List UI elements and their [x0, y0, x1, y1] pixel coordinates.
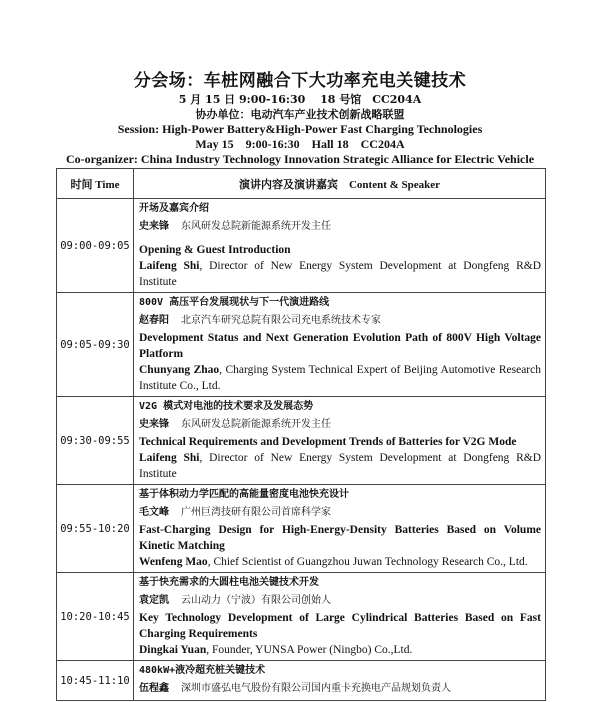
- table-row: [57, 573, 546, 661]
- column-header-time: 时间 Time: [57, 169, 134, 199]
- session-header: [0, 70, 600, 167]
- session-date-zh: 5 月 15 日 9:00-16:30 18 号馆 CC204A: [178, 93, 422, 106]
- talk-title-en: Key Technology Development of Large Cylindrical Batteries Based on Fast Charging Requirements: [139, 612, 541, 640]
- talk-title-en: Fast-Charging Design for High-Energy-Density Batteries Based on Volume Kinetic Matching: [139, 524, 541, 552]
- table-row: [57, 199, 546, 293]
- talk-title-zh: 开场及嘉宾介绍: [139, 203, 209, 214]
- row-time: 10:20-10:45: [57, 573, 134, 661]
- speaker-en: [139, 362, 541, 394]
- speaker-name-zh: 伍程鑫: [139, 683, 169, 694]
- row-content: [134, 573, 546, 661]
- session-title-en: Session: High-Power Battery&High-Power Fast Charging Technologies: [117, 122, 483, 136]
- row-content: [134, 485, 546, 573]
- speaker-zh: [139, 416, 541, 434]
- speaker-zh: [139, 312, 541, 330]
- speaker-en: [139, 642, 541, 658]
- talk-title-en: Opening & Guest Introduction: [139, 244, 291, 256]
- row-content: [134, 293, 546, 397]
- session-title-zh: 分会场：车桩网融合下大功率充电关键技术: [133, 71, 467, 91]
- speaker-zh: [139, 680, 541, 698]
- speaker-en: [139, 258, 541, 290]
- row-time: 09:05-09:30: [57, 293, 134, 397]
- speaker-en: [139, 554, 541, 570]
- talk-title-zh: 基于快充需求的大圆柱电池关键技术开发: [139, 577, 319, 588]
- speaker-role-en: , Founder, YUNSA Power (Ningbo) Co.,Ltd.: [206, 644, 413, 656]
- talk-title-zh: 基于体积动力学匹配的高能量密度电池快充设计: [139, 489, 349, 500]
- table-row: [57, 485, 546, 573]
- co-organizer-zh: 协办单位：电动汽车产业技术创新战略联盟: [195, 108, 405, 121]
- row-content: [134, 661, 546, 701]
- row-time: 09:30-09:55: [57, 397, 134, 485]
- speaker-name-en: Chunyang Zhao: [139, 364, 220, 376]
- table-header-row: [57, 169, 546, 199]
- row-time: 09:55-10:20: [57, 485, 134, 573]
- talk-title-en: Development Status and Next Generation Evolution Path of 800V High Voltage Platform: [139, 332, 541, 360]
- speaker-name-en: Laifeng Shi: [139, 452, 200, 464]
- speaker-zh: [139, 592, 541, 610]
- talk-title-zh: 480kW+液冷超充桩关键技术: [139, 665, 266, 676]
- speaker-zh: [139, 218, 541, 236]
- table-row: [57, 661, 546, 701]
- co-organizer-en: Co-organizer: China Industry Technology Innovation Strategic Alliance for Electric Vehicle: [65, 152, 535, 166]
- table-row: [57, 397, 546, 485]
- row-time: 09:00-09:05: [57, 199, 134, 293]
- speaker-role-zh: 广州巨湾技研有限公司首席科学家: [181, 507, 331, 518]
- speaker-role-en: , Director of New Energy System Development at Dongfeng R&D Institute: [139, 452, 541, 480]
- speaker-name-zh: 袁定凯: [139, 595, 169, 606]
- talk-title-zh: V2G 模式对电池的技术要求及发展态势: [139, 401, 314, 412]
- speaker-name-zh: 毛文峰: [139, 507, 169, 518]
- row-content: [134, 397, 546, 485]
- talk-title-en: Technical Requirements and Development Trends of Batteries for V2G Mode: [139, 436, 517, 448]
- speaker-name-en: Dingkai Yuan: [139, 644, 207, 656]
- speaker-zh: [139, 504, 541, 522]
- row-time: 10:45-11:10: [57, 661, 134, 701]
- speaker-name-zh: 史来锋: [139, 419, 169, 430]
- speaker-role-en: , Director of New Energy System Development at Dongfeng R&D Institute: [139, 260, 541, 288]
- table-row: [57, 293, 546, 397]
- speaker-name-zh: 赵春阳: [139, 315, 169, 326]
- speaker-name-en: Laifeng Shi: [139, 260, 200, 272]
- speaker-role-zh: 东风研发总院新能源系统开发主任: [181, 419, 331, 430]
- speaker-name-en: Wenfeng Mao: [139, 556, 208, 568]
- schedule-table: [56, 168, 546, 701]
- speaker-en: [139, 450, 541, 482]
- speaker-name-zh: 史来锋: [139, 221, 169, 232]
- talk-title-zh: 800V 高压平台发展现状与下一代演进路线: [139, 297, 330, 308]
- speaker-role-en: , Chief Scientist of Guangzhou Juwan Technology Research Co., Ltd.: [207, 556, 528, 568]
- speaker-role-zh: 北京汽车研究总院有限公司充电系统技术专家: [181, 315, 381, 326]
- session-date-en: May 15 9:00-16:30 Hall 18 CC204A: [195, 137, 405, 151]
- speaker-role-zh: 云山动力（宁波）有限公司创始人: [181, 595, 331, 606]
- speaker-role-en: , Charging System Technical Expert of Beijing Automotive Research Institute Co., Ltd.: [139, 364, 541, 392]
- row-content: [134, 199, 546, 293]
- column-header-content: 演讲内容及演讲嘉宾 Content & Speaker: [134, 169, 546, 199]
- speaker-role-zh: 东风研发总院新能源系统开发主任: [181, 221, 331, 232]
- speaker-role-zh: 深圳市盛弘电气股份有限公司国内重卡充换电产品规划负责人: [181, 683, 451, 694]
